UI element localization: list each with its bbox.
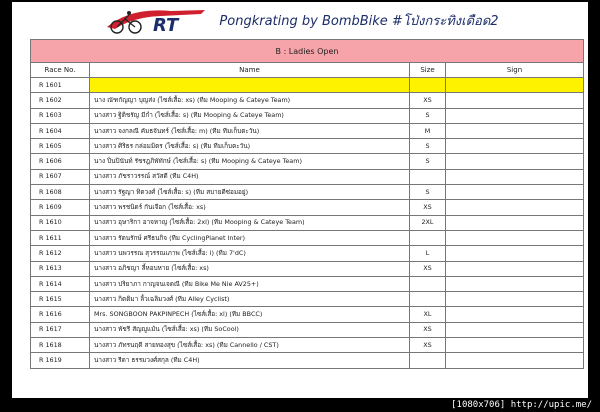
rider-name-cell: นางสาว ศิริธร กล่อมมิตร (ไซส์เสื้อ: s) (ทีม ทีมเก็บตะวัน) (90, 139, 410, 154)
table-row (31, 307, 584, 322)
table-row (31, 353, 584, 368)
rider-name-cell: นางสาว พัชรี สัญญูแม้น (ไซส์เสื้อ: xs) (ทีม SoCool) (90, 322, 410, 337)
rider-name-cell: นาง ณัฑกัญญา บุญส่ง (ไซส์เสื้อ: xs) (ทีม Mooping & Cateye Team) (90, 93, 410, 108)
shirt-size-cell: XS (410, 322, 446, 337)
race-number-cell: R 1612 (31, 246, 90, 261)
svg-text:RT: RT (153, 15, 179, 35)
shirt-size-cell (410, 169, 446, 184)
table-row (31, 276, 584, 291)
shirt-size-cell: XS (410, 261, 446, 276)
shirt-size-cell: M (410, 123, 446, 138)
table-row (31, 123, 584, 138)
start-list-table (30, 39, 584, 369)
column-header-row (31, 63, 584, 78)
signature-cell (446, 78, 584, 93)
shirt-size-cell: XS (410, 200, 446, 215)
race-number-cell: R 1604 (31, 123, 90, 138)
header-size: Size (410, 63, 446, 78)
race-number-cell: R 1608 (31, 185, 90, 200)
race-number-cell: R 1618 (31, 338, 90, 353)
race-number-cell: R 1606 (31, 154, 90, 169)
header-name: Name (90, 63, 410, 78)
signature-cell (446, 108, 584, 123)
rider-name-cell: นางสาว ฐิติชรัญ มีกำ (ไซส์เสื้อ: s) (ทีม Mooping & Cateye Team) (90, 108, 410, 123)
signature-cell (446, 246, 584, 261)
race-number-cell: R 1616 (31, 307, 90, 322)
shirt-size-cell: S (410, 185, 446, 200)
race-number-cell: R 1607 (31, 169, 90, 184)
rider-name-cell: นางสาว รัตนรักษ์ ศรีธนกิจ (ทีม CyclingPlanet Inter) (90, 230, 410, 245)
rider-name-cell: นางสาว นพวรรณ สุวรรณเภาพ (ไซส์เสื้อ: l) (ทีม 7'dC) (90, 246, 410, 261)
rider-name-cell: Mrs. SONGBOON PAKPINPECH (ไซส์เสื้อ: xl) (ทีม BBCC) (90, 307, 410, 322)
shirt-size-cell (410, 276, 446, 291)
shirt-size-cell (410, 292, 446, 307)
shirt-size-cell: 2XL (410, 215, 446, 230)
signature-cell (446, 276, 584, 291)
rider-name-cell: นางสาว ปริยาภา กาญจนเจดณี (ทีม Bike Me Nie AV25+) (90, 276, 410, 291)
rider-name-cell: นางสาว อภิชญา ลี้หอบหาย (ไซส์เสื้อ: xs) (90, 261, 410, 276)
table-row (31, 322, 584, 337)
header-race-no: Race No. (31, 63, 90, 78)
race-number-cell: R 1611 (31, 230, 90, 245)
signature-cell (446, 353, 584, 368)
signature-cell (446, 307, 584, 322)
shirt-size-cell (410, 353, 446, 368)
race-number-cell: R 1617 (31, 322, 90, 337)
shirt-size-cell: L (410, 246, 446, 261)
shirt-size-cell: XL (410, 307, 446, 322)
signature-cell (446, 200, 584, 215)
table-row (31, 338, 584, 353)
signature-cell (446, 230, 584, 245)
table-row (31, 200, 584, 215)
table-row (31, 108, 584, 123)
table-row (31, 78, 584, 93)
race-number-cell: R 1614 (31, 276, 90, 291)
race-number-cell: R 1613 (31, 261, 90, 276)
table-row (31, 292, 584, 307)
rider-name-cell: นางสาว รีดา ธรรมวงศ์สกุล (ทีม C4H) (90, 353, 410, 368)
shirt-size-cell: XS (410, 338, 446, 353)
shirt-size-cell: S (410, 108, 446, 123)
shirt-size-cell: S (410, 139, 446, 154)
rider-name-cell: นางสาว ภัชราวรรณ์ สวัสดี (ทีม C4H) (90, 169, 410, 184)
table-row (31, 246, 584, 261)
race-number-cell: R 1601 (31, 78, 90, 93)
event-logo (101, 5, 211, 35)
category-title: B : Ladies Open (31, 40, 584, 63)
rider-name-cell: นางสาว รัฐญา ทิตวงศ์ (ไซส์เสื้อ: s) (ทีม สบายดีซ่อมอยู่) (90, 185, 410, 200)
shirt-size-cell: S (410, 154, 446, 169)
table-row (31, 154, 584, 169)
table-row (31, 230, 584, 245)
rider-name-cell: นางสาว กิตติมา ลิ้วเฉลิมวงศ์ (ทีม Alley Cyclist) (90, 292, 410, 307)
race-number-cell: R 1615 (31, 292, 90, 307)
rider-name-cell: นางสาว พรชนิดร์ กันเจือก (ไซส์เสื้อ: xs) (90, 200, 410, 215)
document-sheet (12, 2, 588, 398)
race-number-cell: R 1609 (31, 200, 90, 215)
cyclist-logo-icon (101, 5, 211, 35)
signature-cell (446, 139, 584, 154)
document-header (12, 2, 588, 38)
rider-name-cell: นางสาว ภัทรนฤดี สายทองสุข (ไซส์เสื้อ: xs) (ทีม Cannello / CST) (90, 338, 410, 353)
signature-cell (446, 261, 584, 276)
table-row (31, 215, 584, 230)
header-sign: Sign (446, 63, 584, 78)
signature-cell (446, 185, 584, 200)
rider-name-cell: นางสาว จงกลณี คัมธจันทร์ (ไซส์เสื้อ: m) (ทีม ทีมเก็บตะวัน) (90, 123, 410, 138)
table-row (31, 261, 584, 276)
page-title: Pongkrating by BombBike #โป่งกระทิงเดือด2 (219, 13, 499, 29)
signature-cell (446, 215, 584, 230)
race-number-cell: R 1610 (31, 215, 90, 230)
signature-cell (446, 322, 584, 337)
shirt-size-cell: XS (410, 93, 446, 108)
watermark-label: [1080x706] http://upic.me/ (451, 400, 592, 410)
shirt-size-cell (410, 78, 446, 93)
race-number-cell: R 1605 (31, 139, 90, 154)
signature-cell (446, 123, 584, 138)
signature-cell (446, 93, 584, 108)
signature-cell (446, 154, 584, 169)
rider-name-cell (90, 78, 410, 93)
race-number-cell: R 1619 (31, 353, 90, 368)
race-number-cell: R 1602 (31, 93, 90, 108)
table-row (31, 185, 584, 200)
signature-cell (446, 338, 584, 353)
table-row (31, 93, 584, 108)
shirt-size-cell (410, 230, 446, 245)
rider-name-cell: นาง ปิ่นปินันท์ รัชรฎภิพัทักษ์ (ไซส์เสื้อ: s) (ทีม Mooping & Cateye Team) (90, 154, 410, 169)
rider-name-cell: นางสาว อุษาริกา อาจหาญ (ไซส์เสื้อ: 2xl) (ทีม Mooping & Cateye Team) (90, 215, 410, 230)
signature-cell (446, 169, 584, 184)
table-row (31, 139, 584, 154)
signature-cell (446, 292, 584, 307)
race-number-cell: R 1603 (31, 108, 90, 123)
category-row (31, 40, 584, 63)
table-row (31, 169, 584, 184)
